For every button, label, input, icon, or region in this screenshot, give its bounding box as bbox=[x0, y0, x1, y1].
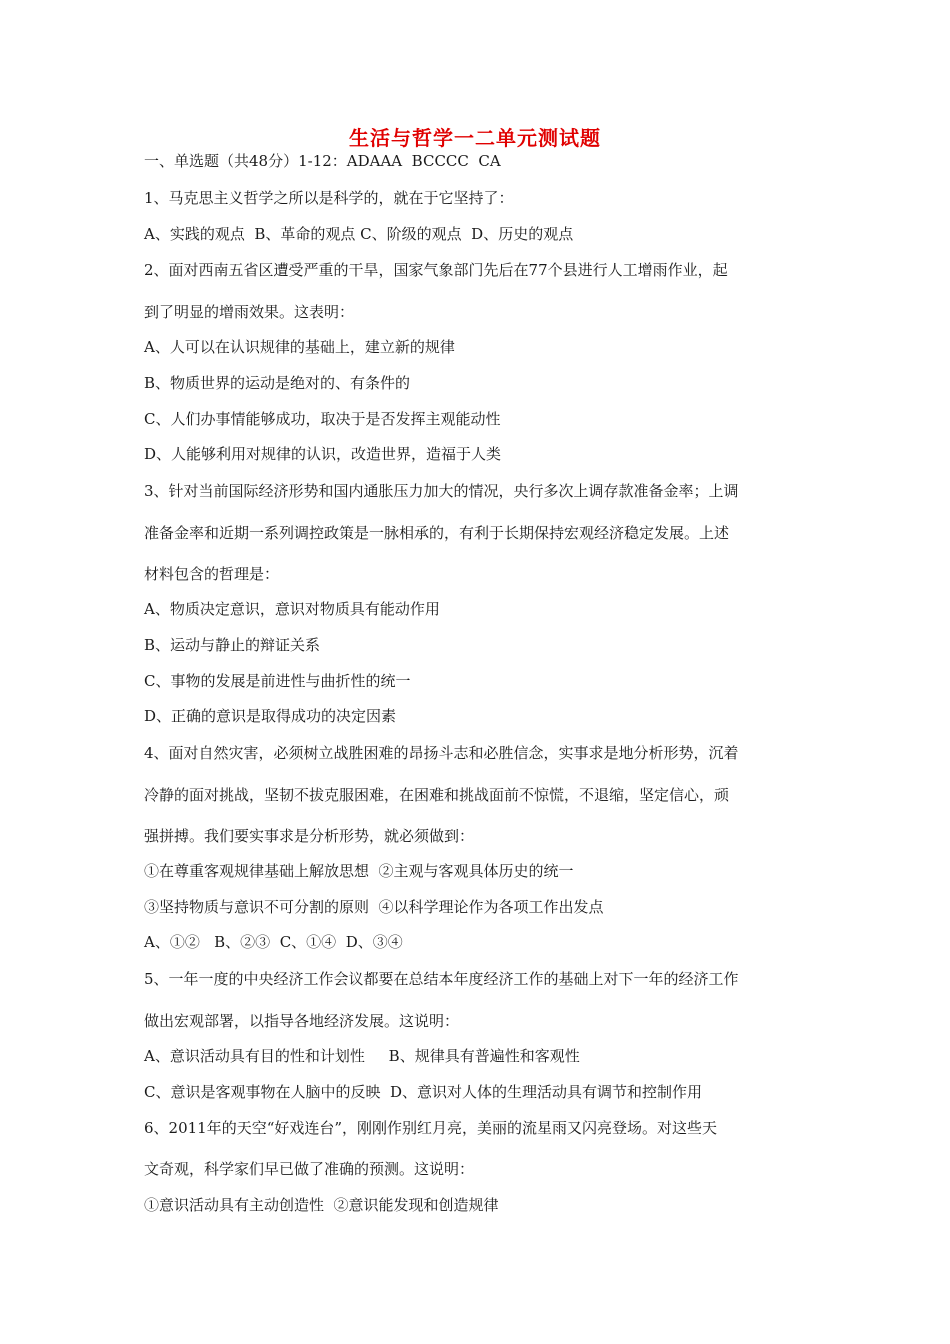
question-2-option-b: B、物质世界的运动是绝对的、有条件的 bbox=[144, 374, 411, 392]
question-6-statements: ①意识活动具有主动创造性 ②意识能发现和创造规律 bbox=[144, 1196, 499, 1214]
question-3-option-b: B、运动与静止的辩证关系 bbox=[144, 636, 321, 654]
question-6-cont: 文奇观，科学家们早已做了准确的预测。这说明： bbox=[144, 1160, 475, 1178]
document-title: 生活与哲学一二单元测试题 bbox=[349, 126, 601, 150]
question-5-cont: 做出宏观部署，以指导各地经济发展。这说明： bbox=[144, 1012, 460, 1030]
question-3-option-a: A、物质决定意识，意识对物质具有能动作用 bbox=[144, 600, 440, 618]
question-4-statements-1: ①在尊重客观规律基础上解放思想 ②主观与客观具体历史的统一 bbox=[144, 862, 574, 880]
question-1: 1、马克思主义哲学之所以是科学的，就在于它坚持了： bbox=[144, 189, 514, 207]
question-4-statements-2: ③坚持物质与意识不可分割的原则 ④以科学理论作为各项工作出发点 bbox=[144, 898, 604, 916]
question-6: 6、2011年的天空“好戏连台”，刚刚作别红月亮，美丽的流星雨又闪亮登场。对这些天 bbox=[144, 1119, 718, 1137]
question-2-option-d: D、人能够利用对规律的认识，改造世界，造福于人类 bbox=[144, 445, 502, 463]
question-5-options-ab: A、意识活动具有目的性和计划性 B、规律具有普遍性和客观性 bbox=[144, 1047, 580, 1065]
question-4-cont-1: 冷静的面对挑战，坚韧不拔克服困难，在困难和挑战面前不惊慌，不退缩，坚定信心，顽 bbox=[144, 786, 730, 804]
question-2-option-c: C、人们办事情能够成功，取决于是否发挥主观能动性 bbox=[144, 410, 501, 428]
question-3-option-d: D、正确的意识是取得成功的决定因素 bbox=[144, 707, 397, 725]
question-2-option-a: A、人可以在认识规律的基础上，建立新的规律 bbox=[144, 338, 455, 356]
answer-key-line: 一、单选题（共48分）1-12：ADAAA BCCCC CA bbox=[144, 152, 501, 170]
question-3: 3、针对当前国际经济形势和国内通胀压力加大的情况，央行多次上调存款准备金率；上调 bbox=[144, 482, 739, 500]
question-4-cont-2: 强拼搏。我们要实事求是分析形势，就必须做到： bbox=[144, 827, 475, 845]
question-4: 4、面对自然灾害，必须树立战胜困难的昂扬斗志和必胜信念，实事求是地分析形势，沉着 bbox=[144, 744, 739, 762]
question-3-cont-2: 材料包含的哲理是： bbox=[144, 565, 280, 583]
question-4-options: A、①② B、②③ C、①④ D、③④ bbox=[144, 933, 403, 951]
question-5: 5、一年一度的中央经济工作会议都要在总结本年度经济工作的基础上对下一年的经济工作 bbox=[144, 970, 739, 988]
question-2: 2、面对西南五省区遭受严重的干旱，国家气象部门先后在77个县进行人工增雨作业，起 bbox=[144, 261, 728, 279]
question-3-cont-1: 准备金率和近期一系列调控政策是一脉相承的，有利于长期保持宏观经济稳定发展。上述 bbox=[144, 524, 730, 542]
question-3-option-c: C、事物的发展是前进性与曲折性的统一 bbox=[144, 672, 411, 690]
question-1-options: A、实践的观点 B、革命的观点 C、阶级的观点 D、历史的观点 bbox=[144, 225, 574, 243]
question-5-options-cd: C、意识是客观事物在人脑中的反映 D、意识对人体的生理活动具有调节和控制作用 bbox=[144, 1083, 703, 1101]
question-2-cont: 到了明显的增雨效果。这表明： bbox=[144, 303, 355, 321]
